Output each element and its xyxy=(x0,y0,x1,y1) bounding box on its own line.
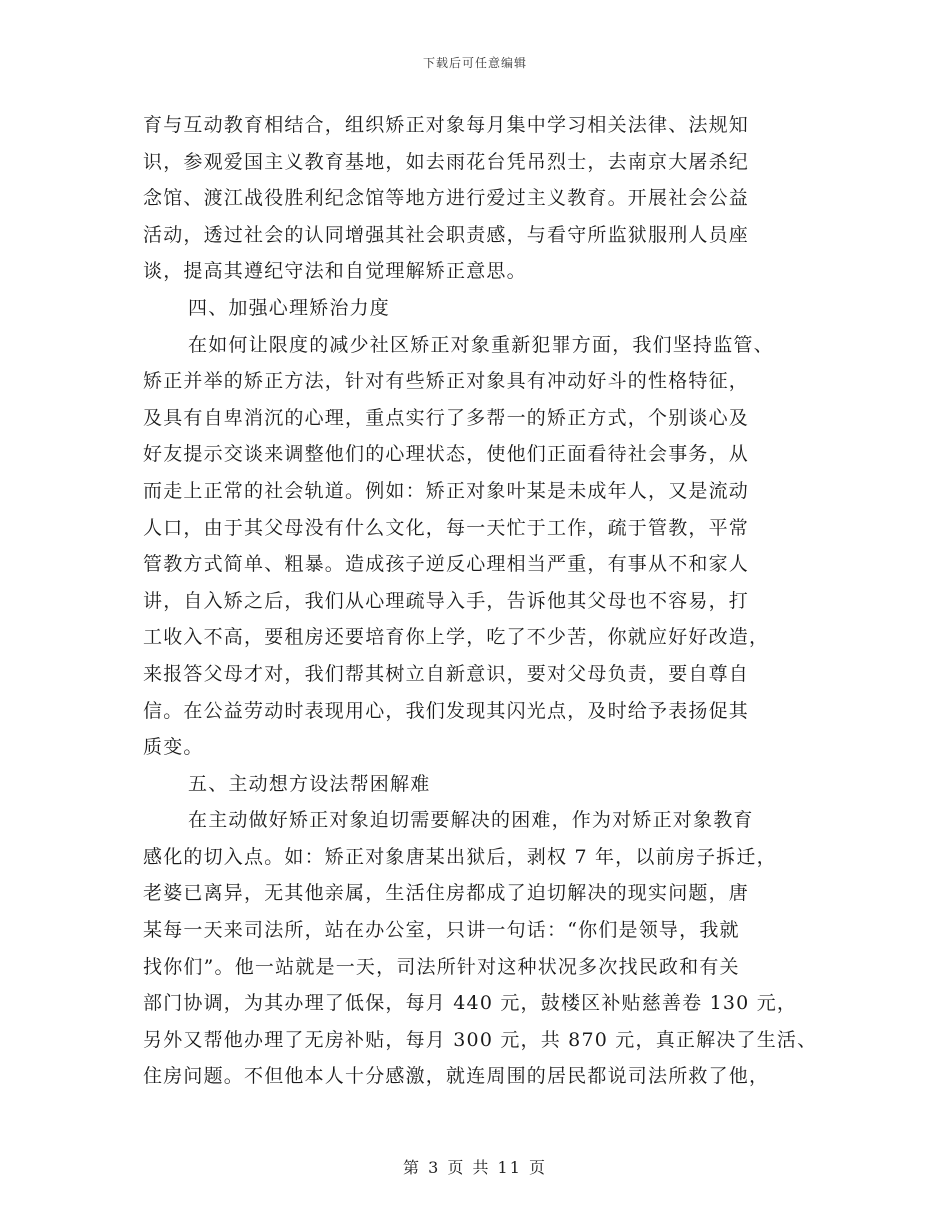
text-line: 信。在公益劳动时表现用心，我们发现其闪光点，及时给予表扬促其 xyxy=(143,699,750,722)
text-line: 活动，透过社会的认同增强其社会职责感，与看守所监狱服刑人员座 xyxy=(143,223,750,246)
text-line: 管教方式简单、粗暴。造成孩子逆反心理相当严重，有事从不和家人 xyxy=(143,553,750,576)
text-line: 某每一天来司法所，站在办公室，只讲一句话：“你们是领导，我就 xyxy=(143,919,740,942)
page-header: 下载后可任意编辑 xyxy=(422,56,527,70)
text-line: 人口，由于其父母没有什么文化，每一天忙于工作，疏于管教，平常 xyxy=(143,516,750,539)
text-line: 找你们”。他一站就是一天，司法所针对这种状况多次找民政和有关 xyxy=(143,955,740,978)
document-body xyxy=(143,107,843,1095)
text-line: 好友提示交谈来调整他们的心理状态，使他们正面看待社会事务，从 xyxy=(143,443,750,466)
text-line: 而走上正常的社会轨道。例如：矫正对象叶某是未成年人，又是流动 xyxy=(143,479,750,502)
text-line: 矫正并举的矫正方法，针对有些矫正对象具有冲动好斗的性格特征， xyxy=(143,370,750,393)
text-line: 另外又帮他办理了无房补贴，每月 300 元，共 870 元，真正解决了生活、 xyxy=(143,1028,818,1051)
text-line: 在主动做好矫正对象迫切需要解决的困难，作为对矫正对象教育 xyxy=(188,809,754,832)
text-line: 感化的切入点。如：矫正对象唐某出狱后，剥权 7 年，以前房子拆迁， xyxy=(143,845,777,868)
text-line: 育与互动教育相结合，组织矫正对象每月集中学习相关法律、法规知 xyxy=(143,114,750,136)
page-footer: 第 3 页 共 11 页 xyxy=(403,1158,547,1177)
text-line: 念馆、渡江战役胜利纪念馆等地方进行爱过主义教育。开展社会公益 xyxy=(143,187,750,210)
text-line: 来报答父母才对，我们帮其树立自新意识，要对父母负责，要自尊自 xyxy=(143,662,750,685)
text-line: 四、加强心理矫治力度 xyxy=(188,296,391,319)
text-line: 老婆已离异，无其他亲属，生活住房都成了迫切解决的现实问题，唐 xyxy=(143,882,750,905)
text-line: 讲，自入矫之后，我们从心理疏导入手，告诉他其父母也不容易，打 xyxy=(143,589,750,612)
text-line: 五、主动想方设法帮困解难 xyxy=(188,772,431,795)
text-line: 谈，提高其遵纪守法和自觉理解矫正意思。 xyxy=(143,260,527,283)
text-line: 质变。 xyxy=(143,736,204,759)
text-line: 住房问题。不但他本人十分感激，就连周围的居民都说司法所救了他， xyxy=(143,1065,770,1088)
text-line: 部门协调，为其办理了低保，每月 440 元，鼓楼区补贴慈善卷 130 元， xyxy=(143,992,798,1015)
text-line: 在如何让限度的减少社区矫正对象重新犯罪方面，我们坚持监管、 xyxy=(188,333,774,356)
text-line: 工收入不高，要租房还要培育你上学，吃了不少苦，你就应好好改造， xyxy=(143,626,770,649)
text-line: 识，参观爱国主义教育基地，如去雨花台凭吊烈士，去南京大屠杀纪 xyxy=(143,150,750,173)
text-line: 及具有自卑消沉的心理，重点实行了多帮一的矫正方式，个别谈心及 xyxy=(143,406,750,429)
